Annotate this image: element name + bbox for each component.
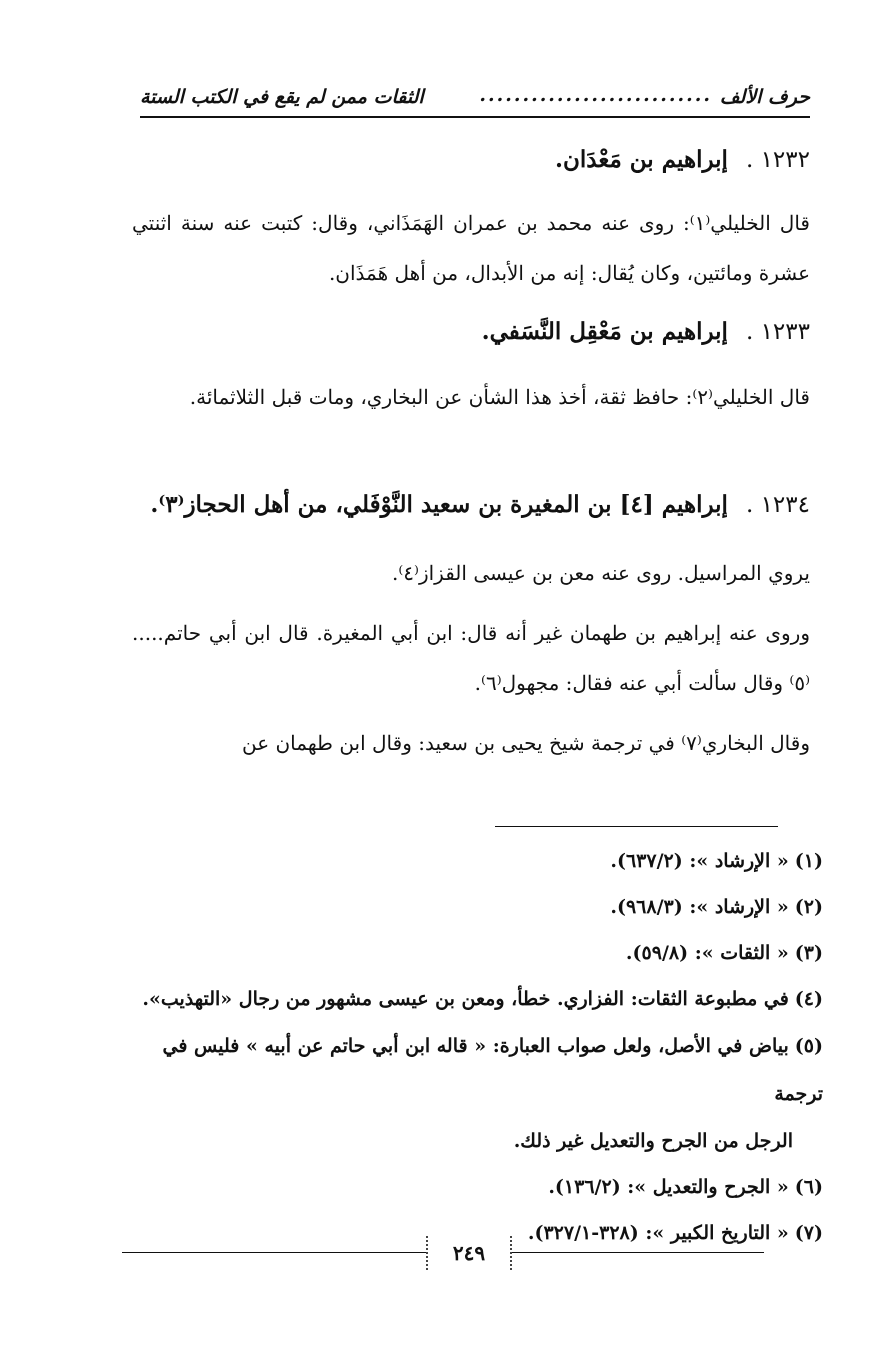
entry-paragraph: قال الخليلي⁽١⁾: روى عنه محمد بن عمران الهَمَذَاني، وقال: كتبت عنه سنة اثنتي عشرة ومائتين، وكان يُقال: إنه من الأبدال، من أهل هَمَذَان. xyxy=(132,211,810,285)
footnote-number: (٢) xyxy=(794,896,823,918)
footnote-text: « الجرح والتعديل »: (١٣٦/٢). xyxy=(548,1176,789,1198)
footnote-item xyxy=(111,930,823,976)
entry-body-1232 xyxy=(132,198,810,298)
entry-name: إبراهيم بن مَعْقِل النَّسَفي. xyxy=(481,318,728,345)
footnote-number: (٦) xyxy=(794,1176,823,1198)
footnote-text: « التاريخ الكبير »: (٣٢٨-٣٢٧/١). xyxy=(527,1222,789,1244)
header-book-title: الثقات ممن لم يقع في الكتب الستة xyxy=(140,86,424,108)
entry-paragraph: وروى عنه إبراهيم بن طهمان غير أنه قال: ابن أبي المغيرة. قال ابن أبي حاتم.....⁽٥⁾ وقال سألت أبي عنه فقال: مجهول⁽٦⁾. xyxy=(132,621,810,695)
entry-paragraph: يروي المراسيل. روى عنه معن بن عيسى القزاز⁽٤⁾. xyxy=(392,561,810,585)
footnote-text: « الثقات »: (٥٩/٨). xyxy=(625,942,789,964)
footnote-number: (٤) xyxy=(794,988,823,1010)
footnote-text: في مطبوعة الثقات: الفزاري. خطأ، ومعن بن عيسى مشهور من رجال «التهذيب». xyxy=(142,988,789,1010)
footnote-number: (١) xyxy=(794,850,823,872)
entry-title-1232 xyxy=(555,146,810,173)
entry-title-1234 xyxy=(150,491,810,518)
header-dots: ........................... xyxy=(479,84,712,106)
footnote-number: (٧) xyxy=(794,1222,823,1244)
header-chapter: حرف الألف xyxy=(719,86,810,108)
entry-body-1233 xyxy=(132,372,810,422)
footnote-text: « الإرشاد »: (٩٦٨/٣). xyxy=(610,896,789,918)
footnotes xyxy=(111,838,823,1256)
footnote-text: بياض في الأصل، ولعل صواب العبارة: « قاله ابن أبي حاتم عن أبيه » فليس في ترجمة xyxy=(162,1035,823,1105)
footnote-rule xyxy=(495,826,778,827)
footnote-continuation: الرجل من الجرح والتعديل غير ذلك. xyxy=(513,1130,793,1152)
footnote-text: « الإرشاد »: (٦٣٧/٢). xyxy=(610,850,789,872)
entry-number: ١٢٣٣ . xyxy=(745,319,810,345)
entry-number: ١٢٣٢ . xyxy=(745,147,810,173)
footnote-number: (٣) xyxy=(794,942,823,964)
entry-number: ١٢٣٤ . xyxy=(745,492,810,518)
entry-body-1234-3 xyxy=(132,718,810,768)
running-header xyxy=(140,82,810,116)
page-number: ٢٤٩ xyxy=(426,1236,512,1270)
entry-body-1234 xyxy=(132,548,810,598)
entry-name: إبراهيم [٤] بن المغيرة بن سعيد النَّوْفَلي، من أهل الحجاز⁽٣⁾. xyxy=(150,491,728,518)
entry-paragraph: قال الخليلي⁽٢⁾: حافظ ثقة، أخذ هذا الشأن عن البخاري، ومات قبل الثلاثمائة. xyxy=(189,385,810,409)
entry-paragraph: وقال البخاري⁽٧⁾ في ترجمة شيخ يحيى بن سعيد: وقال ابن طهمان عن xyxy=(241,731,810,755)
footnote-item xyxy=(111,838,823,884)
entry-body-1234-2 xyxy=(132,608,810,708)
entry-title-1233 xyxy=(482,318,810,345)
header-rule xyxy=(140,116,810,118)
footnote-number: (٥) xyxy=(794,1035,823,1057)
footnote-item xyxy=(111,976,823,1022)
footnote-item xyxy=(111,884,823,930)
footnote-item xyxy=(111,1164,823,1210)
footnote-item xyxy=(111,1022,823,1118)
entry-name: إبراهيم بن مَعْدَان. xyxy=(555,146,728,173)
